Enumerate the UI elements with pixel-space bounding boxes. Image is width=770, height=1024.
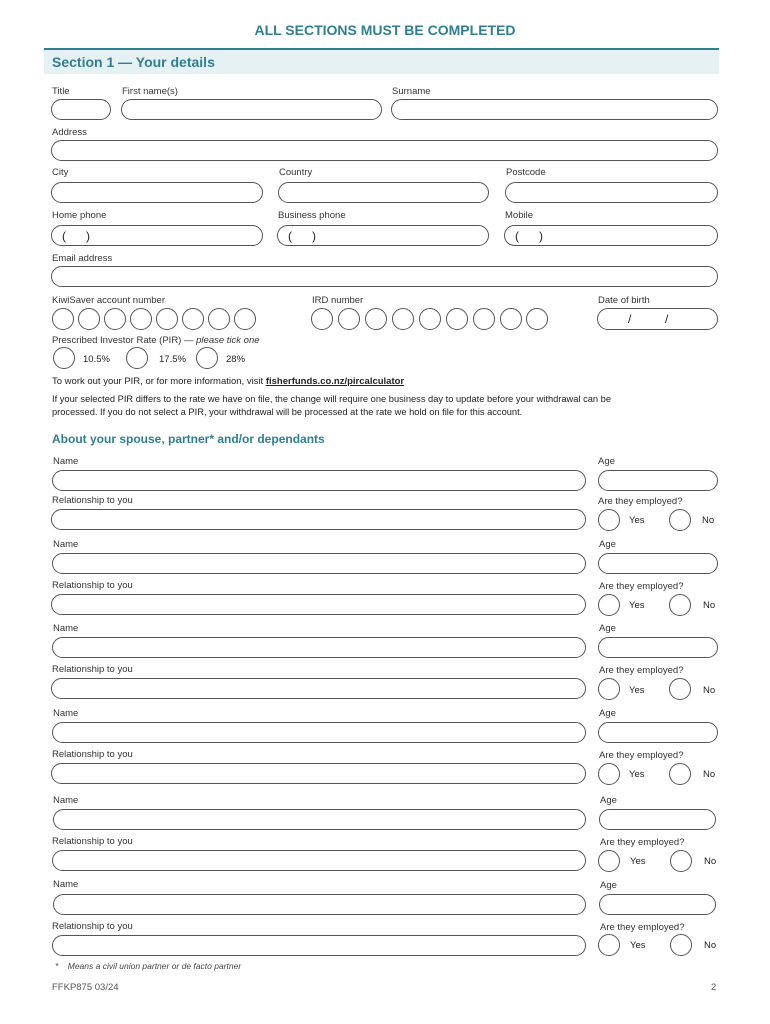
dependant-1-name-label: Name [53,456,79,467]
mobile-paren-close: ) [539,229,543,243]
pir-option-28-label: 28% [226,354,246,365]
pir-option-10-5-label: 10.5% [83,354,110,365]
dependant-2-name-label: Name [53,539,79,550]
mobile-paren-open: ( [515,229,519,243]
dependant-3-name-field[interactable] [52,637,586,658]
dependant-3-yes-label: Yes [629,685,645,696]
ird-digit-5[interactable] [419,308,441,330]
pir-calculator-text [52,376,404,387]
dependant-4-no-checkbox[interactable] [669,763,691,785]
kiwisaver-digit-5[interactable] [156,308,178,330]
dependant-5-name-label: Name [53,795,79,806]
dependant-3-yes-checkbox[interactable] [598,678,620,700]
dependant-2-yes-label: Yes [629,600,645,611]
title-label: Title [52,86,70,97]
city-field[interactable] [51,182,263,203]
surname-field[interactable] [391,99,718,120]
pir-note-line-1: If your selected PIR differs to the rate we have on file, the change will require one business day to update before your withdrawal can be [52,394,612,404]
dependant-2-employed-label: Are they employed? [599,581,684,592]
dependant-1-no-checkbox[interactable] [669,509,691,531]
postcode-field[interactable] [505,182,718,203]
dependant-5-no-label: No [704,856,717,867]
kiwisaver-digit-2[interactable] [78,308,100,330]
dependant-2-name-field[interactable] [52,553,586,574]
country-field[interactable] [278,182,489,203]
ird-digit-1[interactable] [311,308,333,330]
dependant-6-relationship-field[interactable] [52,935,586,956]
mobile-label: Mobile [505,210,533,221]
dependant-2-yes-checkbox[interactable] [598,594,620,616]
dependant-2-age-label: Age [599,539,616,550]
dob-sep-1: / [628,312,632,326]
business-phone-paren-open: ( [288,229,292,243]
ird-digit-8[interactable] [500,308,522,330]
ird-digit-9[interactable] [526,308,548,330]
dependant-5-relationship-field[interactable] [52,850,586,871]
dependant-5-relationship-label: Relationship to you [52,836,133,847]
pir-option-10-5-checkbox[interactable] [53,347,75,369]
dependant-5-name-field[interactable] [53,809,586,830]
dependant-1-name-field[interactable] [52,470,586,491]
business-phone-paren-close: ) [312,229,316,243]
dependant-3-no-label: No [703,685,716,696]
pir-label [52,335,260,346]
pir-label-text: Prescribed Investor Rate (PIR) — [52,335,197,346]
title-field[interactable] [51,99,111,120]
dob-field[interactable] [597,308,718,330]
dependants-heading: About your spouse, partner* and/or dependants [52,432,325,446]
surname-label: Surname [392,86,431,97]
kiwisaver-digit-3[interactable] [104,308,126,330]
page-title: ALL SECTIONS MUST BE COMPLETED [254,22,516,38]
dependant-2-relationship-label: Relationship to you [52,580,133,591]
dependant-3-relationship-field[interactable] [51,678,586,699]
kiwisaver-digit-8[interactable] [234,308,256,330]
section-1-heading: Section 1 — Your details [52,54,215,70]
dependant-4-age-label: Age [599,708,616,719]
page-number: 2 [711,982,717,993]
pir-calculator-link[interactable]: fisherfunds.co.nz/pircalculator [265,376,405,387]
dependant-4-name-label: Name [53,708,79,719]
pir-calculator-intro: To work out your PIR, or for more information, visit [52,376,266,387]
pir-label-italic: please tick one [196,335,260,346]
home-phone-field[interactable] [51,225,263,246]
dependant-1-employed-label: Are they employed? [598,496,683,507]
dependant-1-no-label: No [702,515,715,526]
dependant-4-name-field[interactable] [52,722,586,743]
form-code: FFKP875 03/24 [52,982,119,993]
dependant-5-yes-checkbox[interactable] [598,850,620,872]
address-label: Address [52,127,87,138]
country-label: Country [279,167,313,178]
dependant-6-no-checkbox[interactable] [670,934,692,956]
ird-label: IRD number [312,295,364,306]
kiwisaver-label: KiwiSaver account number [52,295,165,306]
first-names-field[interactable] [121,99,382,120]
business-phone-field[interactable] [277,225,489,246]
dob-sep-2: / [665,312,669,326]
ird-digit-6[interactable] [446,308,468,330]
dependant-4-relationship-label: Relationship to you [52,749,133,760]
mobile-field[interactable] [504,225,718,246]
pir-option-28-checkbox[interactable] [196,347,218,369]
dependant-6-name-label: Name [53,879,79,890]
kiwisaver-digit-7[interactable] [208,308,230,330]
dependant-6-name-field[interactable] [53,894,586,915]
city-label: City [52,167,69,178]
dependant-2-no-label: No [703,600,716,611]
dependant-6-yes-label: Yes [630,940,646,951]
ird-digit-7[interactable] [473,308,495,330]
address-field[interactable] [51,140,718,161]
dependant-5-age-field[interactable] [599,809,716,830]
ird-digit-3[interactable] [365,308,387,330]
dependant-4-age-field[interactable] [598,722,718,743]
pir-note-line-2: processed. If you do not select a PIR, your withdrawal will be processed at the rate we hold on file for this account. [52,407,523,417]
dependant-1-relationship-label: Relationship to you [52,495,133,506]
dependant-3-no-checkbox[interactable] [669,678,691,700]
kiwisaver-digit-4[interactable] [130,308,152,330]
dependant-4-yes-label: Yes [629,769,645,780]
dependant-3-relationship-label: Relationship to you [52,664,133,675]
home-phone-label: Home phone [52,210,107,221]
dependant-6-relationship-label: Relationship to you [52,921,133,932]
dependant-3-age-field[interactable] [598,637,718,658]
dob-label: Date of birth [598,295,650,306]
dependant-4-employed-label: Are they employed? [599,750,684,761]
dependant-1-yes-checkbox[interactable] [598,509,620,531]
dependant-2-no-checkbox[interactable] [669,594,691,616]
dependant-3-employed-label: Are they employed? [599,665,684,676]
email-label: Email address [52,253,113,264]
pir-option-17-5-label: 17.5% [159,354,186,365]
business-phone-label: Business phone [278,210,346,221]
dependant-6-employed-label: Are they employed? [600,922,685,933]
dependant-3-name-label: Name [53,623,79,634]
kiwisaver-digit-6[interactable] [182,308,204,330]
first-names-label: First name(s) [122,86,178,97]
dependant-6-age-field[interactable] [599,894,716,915]
postcode-label: Postcode [506,167,546,178]
dependant-4-relationship-field[interactable] [51,763,586,784]
dependant-1-relationship-field[interactable] [51,509,586,530]
dependant-5-no-checkbox[interactable] [670,850,692,872]
dependant-1-yes-label: Yes [629,515,645,526]
dependant-6-age-label: Age [600,880,617,891]
dependant-6-no-label: No [704,940,717,951]
dependant-2-relationship-field[interactable] [51,594,586,615]
email-field[interactable] [51,266,718,287]
dependant-5-employed-label: Are they employed? [600,837,685,848]
ird-digit-4[interactable] [392,308,414,330]
dependant-1-age-field[interactable] [598,470,718,491]
dependant-4-yes-checkbox[interactable] [598,763,620,785]
dependant-6-yes-checkbox[interactable] [598,934,620,956]
home-phone-paren-open: ( [62,229,66,243]
dependant-1-age-label: Age [598,456,615,467]
dependant-4-no-label: No [703,769,716,780]
dependant-2-age-field[interactable] [598,553,718,574]
ird-digit-2[interactable] [338,308,360,330]
dependant-3-age-label: Age [599,623,616,634]
footnote: * Means a civil union partner or de facto partner [55,961,242,971]
home-phone-paren-close: ) [86,229,90,243]
dependant-5-age-label: Age [600,795,617,806]
pir-option-17-5-checkbox[interactable] [126,347,148,369]
kiwisaver-digit-1[interactable] [52,308,74,330]
dependant-5-yes-label: Yes [630,856,646,867]
